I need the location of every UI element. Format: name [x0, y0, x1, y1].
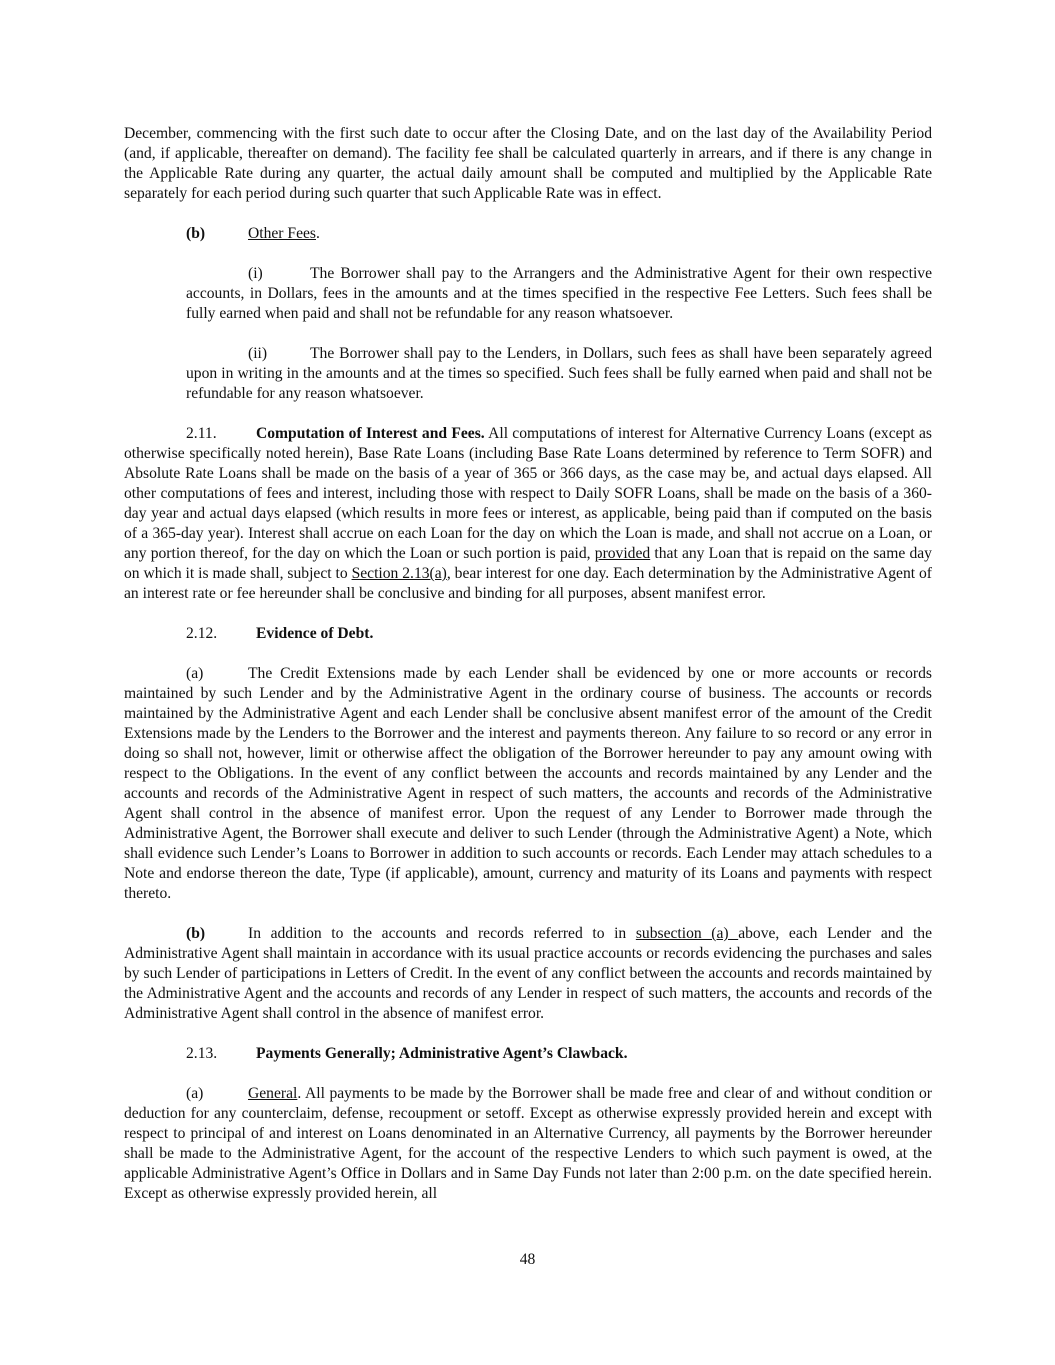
section-2-13-heading: [124, 1044, 932, 1064]
section-2-12-title: Evidence of Debt.: [256, 625, 374, 642]
section-2-13-clause-a: [124, 1084, 932, 1204]
section-2-13-a-text: . All payments to be made by the Borrower shall be made free and clear of and without condition or deduction for any counterclaim, defense, recoupment or setoff. Except as otherwise expressly provided herein and except with respect to principal of and interest on Loans denominated in an Alternative Currency, all payments by the Borrower hereunder shall be made to the Administrative Agent, for the account of the respective Lenders to which such payment is owed, at the applicable Administrative Agent’s Office in Dollars and in Same Day Funds not later than 2:00 p.m. on the date specified herein. Except as otherwise expressly provided herein, all: [124, 1085, 932, 1202]
other-fees-clause-ii: [186, 344, 932, 404]
section-2-11: [124, 424, 932, 604]
section-2-11-number: 2.11.: [186, 425, 217, 442]
clause-ii-label: (ii): [248, 345, 268, 362]
subsection-a-reference: subsection (a): [635, 925, 739, 942]
clause-i-text: The Borrower shall pay to the Arrangers and the Administrative Agent for their own respective accounts, in Dollars, fees in the amounts and at the times specified in the respective Fee Letters. Such fees shall be fully earned when paid and shall not be refundable for any reason whatsoever.: [186, 265, 932, 322]
other-fees-title: Other Fees: [248, 225, 316, 242]
provided-term: provided: [594, 545, 651, 562]
section-2-11-text-b: that any Loan that is repaid on the same day on which it is made shall, subject to: [124, 545, 932, 582]
section-2-11-text-a: All computations of interest for Alternative Currency Loans (except as otherwise specifically noted herein), Base Rate Loans (including Base Rate Loans determined by reference to Term SOFR) and Absolute Rate Loans shall be made on the basis of a year of 365 or 366 days, as the case may be, and actual days elapsed. All other computations of fees and interest, including those with respect to Daily SOFR Loans, shall be made on the basis of a 360-day year and actual days elapsed (which results in more fees or interest, as applicable, being paid than if computed on the basis of a 365-day year). Interest shall accrue on each Loan for the day on which the Loan is made, and shall not accrue on a Loan, or any portion thereof, for the day on which the Loan or such portion is paid,: [124, 425, 932, 562]
section-2-12-b-text-a: In addition to the accounts and records referred to in: [248, 925, 636, 942]
clause-i-label: (i): [248, 265, 263, 282]
section-2-12-b-label: (b): [186, 925, 206, 942]
page-number: 48: [519, 1251, 536, 1268]
section-2-12-clause-b: [124, 924, 932, 1024]
general-title: General: [248, 1085, 298, 1102]
section-2-12-number: 2.12.: [186, 625, 218, 642]
section-2-12-b-text-b: above, each Lender and the Administrative Agent shall maintain in accordance with its usual practice accounts or records evidencing the purchases and sales by such Lender of participations in Letters of Credit. In the event of any conflict between the accounts and records maintained by the Administrative Agent and the accounts and records of any Lender in respect of such matters, the accounts and records of the Administrative Agent shall control in the absence of manifest error.: [124, 925, 933, 1022]
section-2-13a-reference: Section 2.13(a): [351, 565, 447, 582]
continuation-paragraph: December, commencing with the first such date to occur after the Closing Date, and on the last day of the Availability Period (and, if applicable, thereafter on demand). The facility fee shall be calculated quarterly in arrears, and if there is any change in the Applicable Rate during any quarter, the actual daily amount shall be computed and multiplied by the Applicable Rate separately for each period during such quarter that such Applicable Rate was in effect.: [124, 125, 932, 202]
section-2-12-a-label: (a): [186, 665, 204, 682]
section-2-11-text-c: , bear interest for one day. Each determination by the Administrative Agent of an interest rate or fee hereunder shall be conclusive and binding for all purposes, absent manifest error.: [124, 565, 932, 602]
section-2-13-a-label: (a): [186, 1085, 204, 1102]
other-fees-title-suffix: .: [316, 225, 320, 242]
section-2-12-clause-a: [124, 664, 932, 904]
other-fees-heading: [124, 224, 932, 244]
section-2-11-title: Computation of Interest and Fees.: [256, 425, 485, 442]
section-2-12-heading: [124, 624, 932, 644]
page-content: [124, 124, 932, 1204]
other-fees-label: (b): [186, 225, 206, 242]
clause-ii-text: The Borrower shall pay to the Lenders, in Dollars, such fees as shall have been separately agreed upon in writing in the amounts and at the times so specified. Such fees shall be fully earned when paid and shall not be refundable for any reason whatsoever.: [186, 345, 932, 402]
section-2-12-a-text: The Credit Extensions made by each Lender shall be evidenced by one or more accounts or records maintained by such Lender and by the Administrative Agent in the ordinary course of business. The accounts or records maintained by the Administrative Agent and each Lender shall be conclusive absent manifest error of the amount of the Credit Extensions made by the Lenders to the Borrower and the interest and payments thereon. Any failure to so record or any error in doing so shall not, however, limit or otherwise affect the obligation of the Borrower hereunder to pay any amount owing with respect to the Obligations. In the event of any conflict between the accounts and records maintained by any Lender and the accounts and records of the Administrative Agent in respect of such matters, the accounts and records of the Administrative Agent shall control in the absence of manifest error. Upon the request of any Lender to Borrower made through the Administrative Agent, the Borrower shall execute and deliver to such Lender (through the Administrative Agent) a Note, which shall evidence such Lender’s Loans to Borrower in addition to such accounts or records. Each Lender may attach schedules to a Note and endorse thereon the date, Type (if applicable), amount, currency and maturity of its Loans and payments with respect thereto.: [124, 665, 932, 902]
section-2-13-title: Payments Generally; Administrative Agent’s Clawback.: [256, 1045, 628, 1062]
section-2-13-number: 2.13.: [186, 1045, 218, 1062]
other-fees-clause-i: [186, 264, 932, 324]
